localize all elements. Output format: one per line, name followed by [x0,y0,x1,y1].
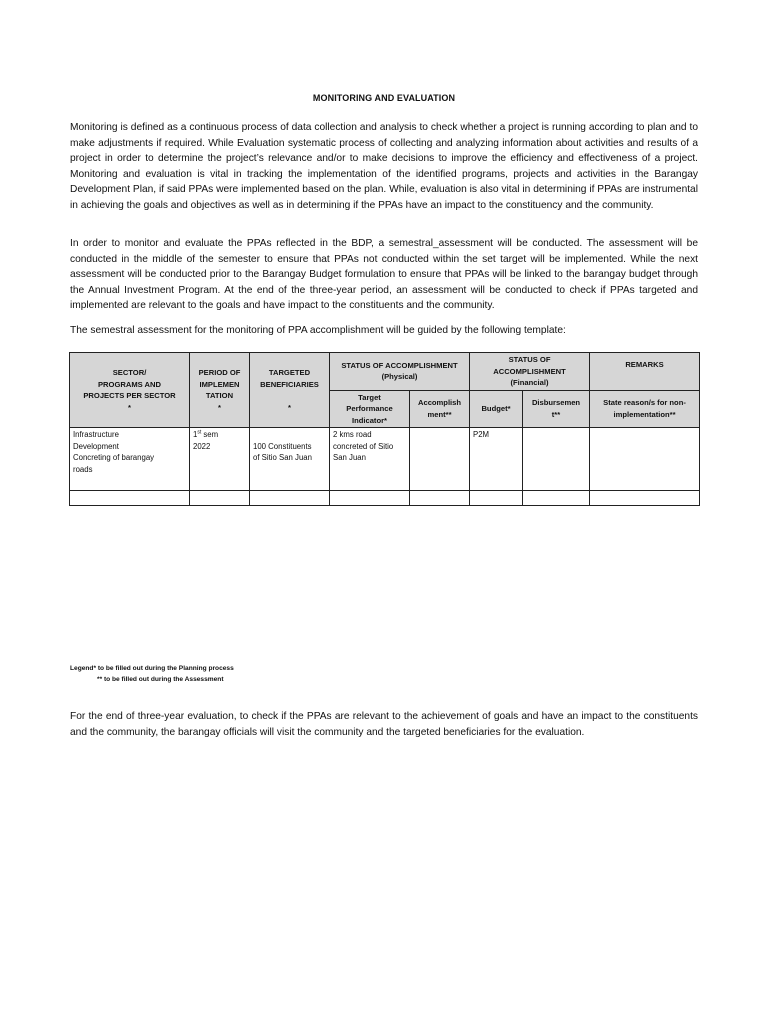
empty-cell [70,491,190,506]
legend-planning-line: Legend* to be filled out during the Planning process [70,665,234,672]
empty-cell [590,491,700,506]
cell-period [190,428,250,491]
cell-state-reason [590,428,700,491]
page-title: MONITORING AND EVALUATION [312,93,456,103]
header-beneficiaries: TARGETED BENEFICIARIES * [250,353,330,428]
template-intro-paragraph: The semestral assessment for the monitoring of PPA accomplishment will be guided by the following template: [70,325,566,336]
empty-cell [190,491,250,506]
header-state-reason: State reason/s for non- implementation** [590,390,700,428]
empty-cell [523,491,590,506]
cell-target-indicator: 2 kms road concreted of Sitio San Juan [330,428,410,491]
header-disbursement: Disbursemen t** [523,390,590,428]
legend-assessment-line: ** to be filled out during the Assessment [97,676,224,683]
assessment-schedule-paragraph: In order to monitor and evaluate the PPAs reflected in the BDP, a semestral_assessment will be conducted. The assessment will be conducted in the middle of the semester to ensure that PPAs not conducted within the set target will be implemented. While the next assessment will be conducted prior to the Barangay Budget formulation to ensure that PPAs will be linked to the barangay budget through the Annual Investment Program. At the end of the three-year period, an assessment will be conducted to check if PPAs targeted and implemented are relevant to the goals and have impact to the constituents and the community. [70,238,698,312]
header-target-indicator: Target Performance Indicator* [330,390,410,428]
period-rest: sem 2022 [193,430,219,451]
table-row [70,491,700,506]
header-status-physical: STATUS OF ACCOMPLISHMENT (Physical) [330,353,470,391]
header-accomplishment: Accomplish ment** [410,390,470,428]
empty-cell [470,491,523,506]
empty-cell [250,491,330,506]
table-header-row [70,353,700,391]
table-row [70,428,700,491]
empty-cell [330,491,410,506]
period-ordinal: st [197,429,202,436]
cell-sector: Infrastructure Development Concreting of barangay roads [70,428,190,491]
cell-beneficiaries: 100 Constituents of Sitio San Juan [250,428,330,491]
cell-accomplishment [410,428,470,491]
header-status-financial: STATUS OF ACCOMPLISHMENT (Financial) [470,353,590,391]
cell-disbursement [523,428,590,491]
header-period: PERIOD OF IMPLEMEN TATION * [190,353,250,428]
empty-cell [410,491,470,506]
monitoring-definition-paragraph: Monitoring is defined as a continuous process of data collection and analysis to check whether a project is running according to plan and to make adjustments if required. While Evaluation systematic process of collecting and analyzing information about activities and results of a project in order to determine the project’s relevance and/or to make decisions to improve the efficiency and effectiveness of a project. Monitoring and evaluation is vital in tracking the implementation of the identified programs, projects and activities in the Barangay Development Plan, if said PPAs were implemented based on the plan. While, evaluation is also vital in determining if PPAs are instrumental in achieving the goals and objectives as well as in determining if the PPAs have an impact to the constituency and the community. [70,122,698,211]
three-year-evaluation-paragraph: For the end of three-year evaluation, to check if the PPAs are relevant to the achievement of goals and have an impact to the constituents and the community, the barangay officials will visit the community and the targeted beneficiaries for the evaluation. [70,711,698,738]
period-number: 1 [193,430,198,439]
semestral-assessment-template-table [69,352,700,506]
header-budget: Budget* [470,390,523,428]
header-remarks: REMARKS [590,353,700,391]
cell-budget: P2M [470,428,523,491]
legend [70,663,234,685]
header-sector: SECTOR/ PROGRAMS AND PROJECTS PER SECTOR * [70,353,190,428]
